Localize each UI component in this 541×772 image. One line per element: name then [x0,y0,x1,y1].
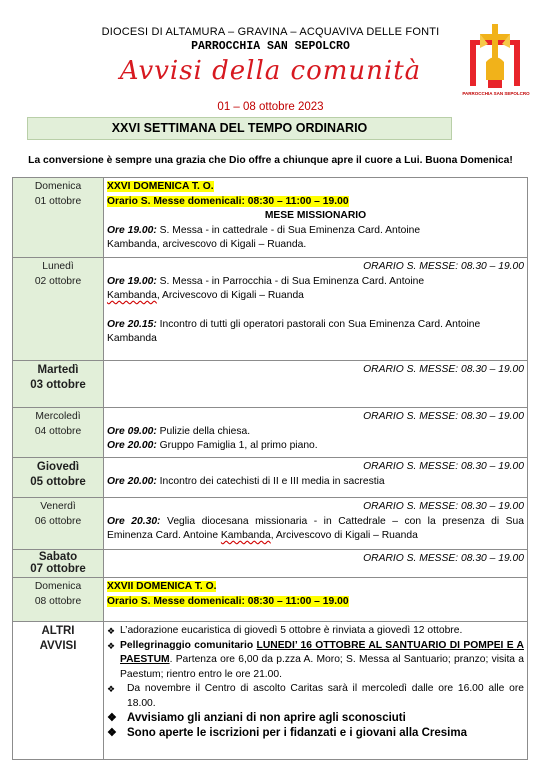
diamond-bullet-icon: ❖ [107,684,116,694]
day-name: Mercoledì [35,411,81,422]
list-item: ❖ Sono aperte le iscrizioni per i fidanzati e i giovani alla Cresima [107,726,467,739]
day-cell [13,578,104,622]
day-cell [13,361,104,408]
day-name: Lunedì [42,261,74,272]
notices-label: AVVISI [39,639,77,652]
sunday-title: XXVII DOMENICA T. O. [107,581,217,592]
day-name: Sabato [38,551,78,563]
mass-schedule: ORARIO S. MESSE: 08.30 – 19.00 [363,411,524,422]
event: Ore 20.00: Incontro dei catechisti di II e III media in sacrestia [107,475,385,487]
diamond-bullet-icon: ❖ [107,626,116,636]
date-range: 01 – 08 ottobre 2023 [217,101,324,113]
event: Ore 19.00: S. Messa - in cattedrale - di Sua Eminenza Card. Antoine Kambanda, arcivescovo di Kigali – Ruanda. [107,224,421,250]
page-title: Avvisi della comunità [119,56,422,86]
table-row [13,408,528,458]
events-cell [104,578,528,622]
events-cell [104,258,528,361]
day-name: Martedì [37,364,79,376]
day-date: 04 ottobre [34,425,82,437]
list-item: ❖ Pellegrinaggio comunitario LUNEDI’ 16 OTTOBRE AL SANTUARIO DI POMPEI E A PAESTUM. Partenza ore 6,00 da p.zza A. Moro; S. Messa al Santuario; pranzo; visita a Paestum; rientro entro le ore 21.00. [107,639,524,680]
table-row [13,458,528,498]
table-row [13,178,528,258]
table-row [13,550,528,578]
day-cell [13,408,104,458]
table-row [13,498,528,550]
logo-caption: PARROCCHIA SAN SEPOLCRO [462,91,530,96]
weekly-quote: La conversione è sempre una grazia che Dio offre a chiunque apre il cuore a Lui. Buona Domenica! [28,155,513,166]
events-cell [104,361,528,408]
event: Ore 09.00: Pulizie della chiesa. [107,425,251,437]
day-date: 03 ottobre [30,378,86,391]
event: Ore 20.30: Veglia diocesana missionaria - in Cattedrale – con la presenza di Sua Eminenza Card. Antoine Kambanda, Arcivescovo di Kigali – Ruanda [107,515,524,541]
mass-schedule: ORARIO S. MESSE: 08.30 – 19.00 [363,364,524,375]
day-cell [13,258,104,361]
mass-schedule: ORARIO S. MESSE: 08.30 – 19.00 [363,501,524,512]
event: Ore 20.00: Gruppo Famiglia 1, al primo piano. [107,440,318,451]
event: Ore 20.15: Incontro di tutti gli operatori pastorali con Sua Eminenza Card. Antoine Kambanda [107,318,481,344]
day-date: 02 ottobre [34,275,82,287]
sunday-mass-times: Orario S. Messe domenicali: 08:30 – 11:00 – 19.00 [107,595,349,607]
mass-schedule: ORARIO S. MESSE: 08.30 – 19.00 [363,261,524,272]
mass-schedule: ORARIO S. MESSE: 08.30 – 19.00 [363,553,524,564]
day-date: 08 ottobre [34,595,82,607]
events-cell [104,408,528,458]
diamond-bullet-icon: ❖ [107,712,117,724]
table-row [13,578,528,622]
weekly-schedule-table [12,177,528,760]
day-name: Giovedì [36,461,80,473]
event: Ore 19.00: S. Messa - in Parrocchia - di Sua Eminenza Card. Antoine Kambanda, Arcivescovo di Kigali – Ruanda [107,275,425,301]
events-cell [104,178,528,258]
day-date: 06 ottobre [34,515,82,527]
list-item: ❖ L’adorazione eucaristica di giovedì 5 ottobre è rinviata a giovedì 12 ottobre. [107,624,524,639]
list-item: ❖ Avvisiamo gli anziani di non aprire agli sconosciuti [107,712,406,724]
parish-name: PARROCCHIA SAN SEPOLCRO [191,40,350,53]
week-banner: XXVI SETTIMANA DEL TEMPO ORDINARIO [27,117,452,140]
sunday-mass-times: Orario S. Messe domenicali: 08:30 – 11:00 – 19.00 [107,195,349,207]
day-date: 05 ottobre [30,475,86,488]
notices-label-cell [13,622,104,760]
day-name: Domenica [34,181,82,192]
list-item: ❖ Da novembre il Centro di ascolto Caritas sarà il mercoledì dalle ore 16.00 alle ore 18.00. [107,683,524,709]
day-cell [13,178,104,258]
day-cell [13,498,104,550]
table-row [13,258,528,361]
mass-schedule: ORARIO S. MESSE: 08.30 – 19.00 [363,461,524,472]
day-name: Domenica [34,581,82,592]
day-date: 07 ottobre [30,563,86,575]
events-cell [104,498,528,550]
notices-label: ALTRI [41,625,75,637]
sunday-title: XXVI DOMENICA T. O. [107,181,214,192]
diocese-heading: DIOCESI DI ALTAMURA – GRAVINA – ACQUAVIVA DELLE FONTI [101,26,440,38]
events-cell [104,550,528,578]
notices-cell [104,622,528,760]
day-cell [13,550,104,578]
table-row [13,622,528,760]
day-cell [13,458,104,498]
diamond-bullet-icon: ❖ [107,726,117,739]
parish-logo-icon [466,18,526,98]
diamond-bullet-icon: ❖ [107,640,116,651]
day-date: 01 ottobre [34,195,82,207]
month-theme: MESE MISSIONARIO [264,210,367,221]
day-name: Venerdì [40,501,76,512]
events-cell [104,458,528,498]
table-row [13,361,528,408]
